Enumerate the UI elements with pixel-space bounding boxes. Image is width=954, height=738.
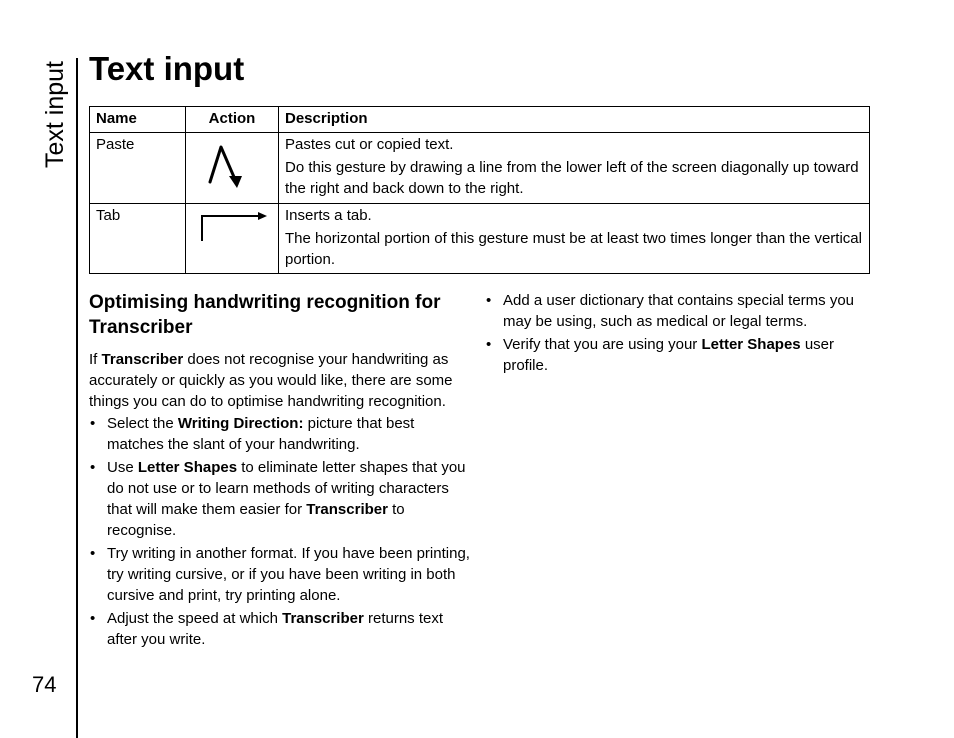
- header-description: Description: [279, 107, 870, 133]
- item-text: Adjust the speed at which: [107, 610, 283, 627]
- row-action-tab: [186, 204, 279, 274]
- item-emphasis: Letter Shapes: [137, 459, 238, 476]
- item-text: to recognise.: [107, 501, 405, 539]
- table-row: [90, 204, 870, 274]
- description-line: Pastes cut or copied text.: [285, 136, 454, 153]
- item-text: Use: [107, 459, 138, 476]
- list-item: [89, 543, 471, 606]
- table-row: [90, 133, 870, 204]
- row-description-tab: [279, 204, 870, 274]
- item-emphasis: Transcriber: [306, 501, 388, 518]
- item-text: returns text after you write.: [107, 610, 444, 648]
- right-column: [485, 290, 870, 378]
- table-header-row: [90, 107, 870, 133]
- header-name: Name: [90, 107, 186, 133]
- gesture-table: [89, 106, 870, 274]
- item-text: Add a user dictionary that contains special terms you may be using, such as medical or legal terms.: [503, 292, 855, 330]
- list-item: [89, 457, 471, 541]
- item-text: Try writing in another format. If you have been printing, try writing cursive, or if you have been writing in both cursive and print, try printing alone.: [107, 545, 470, 604]
- description-line: The horizontal portion of this gesture must be at least two times longer than the vertical portion.: [285, 230, 862, 268]
- row-description-paste: [279, 133, 870, 204]
- intro-paragraph: [89, 349, 471, 412]
- item-text: Verify that you are using your: [503, 336, 702, 353]
- header-action: Action: [186, 107, 279, 133]
- item-emphasis: Writing Direction:: [177, 415, 304, 432]
- section-heading: Optimising handwriting recognition for Transcriber: [89, 292, 441, 338]
- description-line: Do this gesture by drawing a line from the lower left of the screen diagonally up toward the right and back down to the right.: [285, 159, 859, 197]
- item-emphasis: Transcriber: [282, 610, 364, 627]
- page-title: Text input: [89, 50, 245, 87]
- page-number: 74: [32, 672, 57, 697]
- left-column: [89, 290, 471, 652]
- row-name-paste: Paste: [90, 133, 186, 204]
- tab-gesture-icon: [192, 205, 272, 245]
- intro-text: If: [89, 351, 102, 368]
- side-section-title: Text input: [41, 60, 69, 168]
- item-emphasis: Letter Shapes: [701, 336, 801, 353]
- tips-list-right: [485, 290, 870, 376]
- item-text: user profile.: [503, 336, 835, 374]
- intro-text: does not recognise your handwriting as accurately or quickly as you would like, there are some things you can do to optimise handwriting recognition.: [89, 351, 453, 410]
- row-action-paste: [186, 133, 279, 204]
- list-item: [89, 608, 471, 650]
- intro-emphasis: Transcriber: [101, 351, 184, 368]
- margin-rule: [76, 58, 78, 738]
- description-line: Inserts a tab.: [285, 207, 372, 224]
- row-name-tab: Tab: [90, 204, 186, 274]
- tips-list-left: [89, 413, 471, 650]
- item-text: picture that best matches the slant of your handwriting.: [107, 415, 415, 453]
- item-text: to eliminate letter shapes that you do not use or to learn methods of writing characters that will make them easier for: [107, 459, 466, 518]
- list-item: [485, 290, 870, 332]
- paste-gesture-icon: [192, 134, 252, 194]
- list-item: [89, 413, 471, 455]
- item-text: Select the: [107, 415, 178, 432]
- list-item: [485, 334, 870, 376]
